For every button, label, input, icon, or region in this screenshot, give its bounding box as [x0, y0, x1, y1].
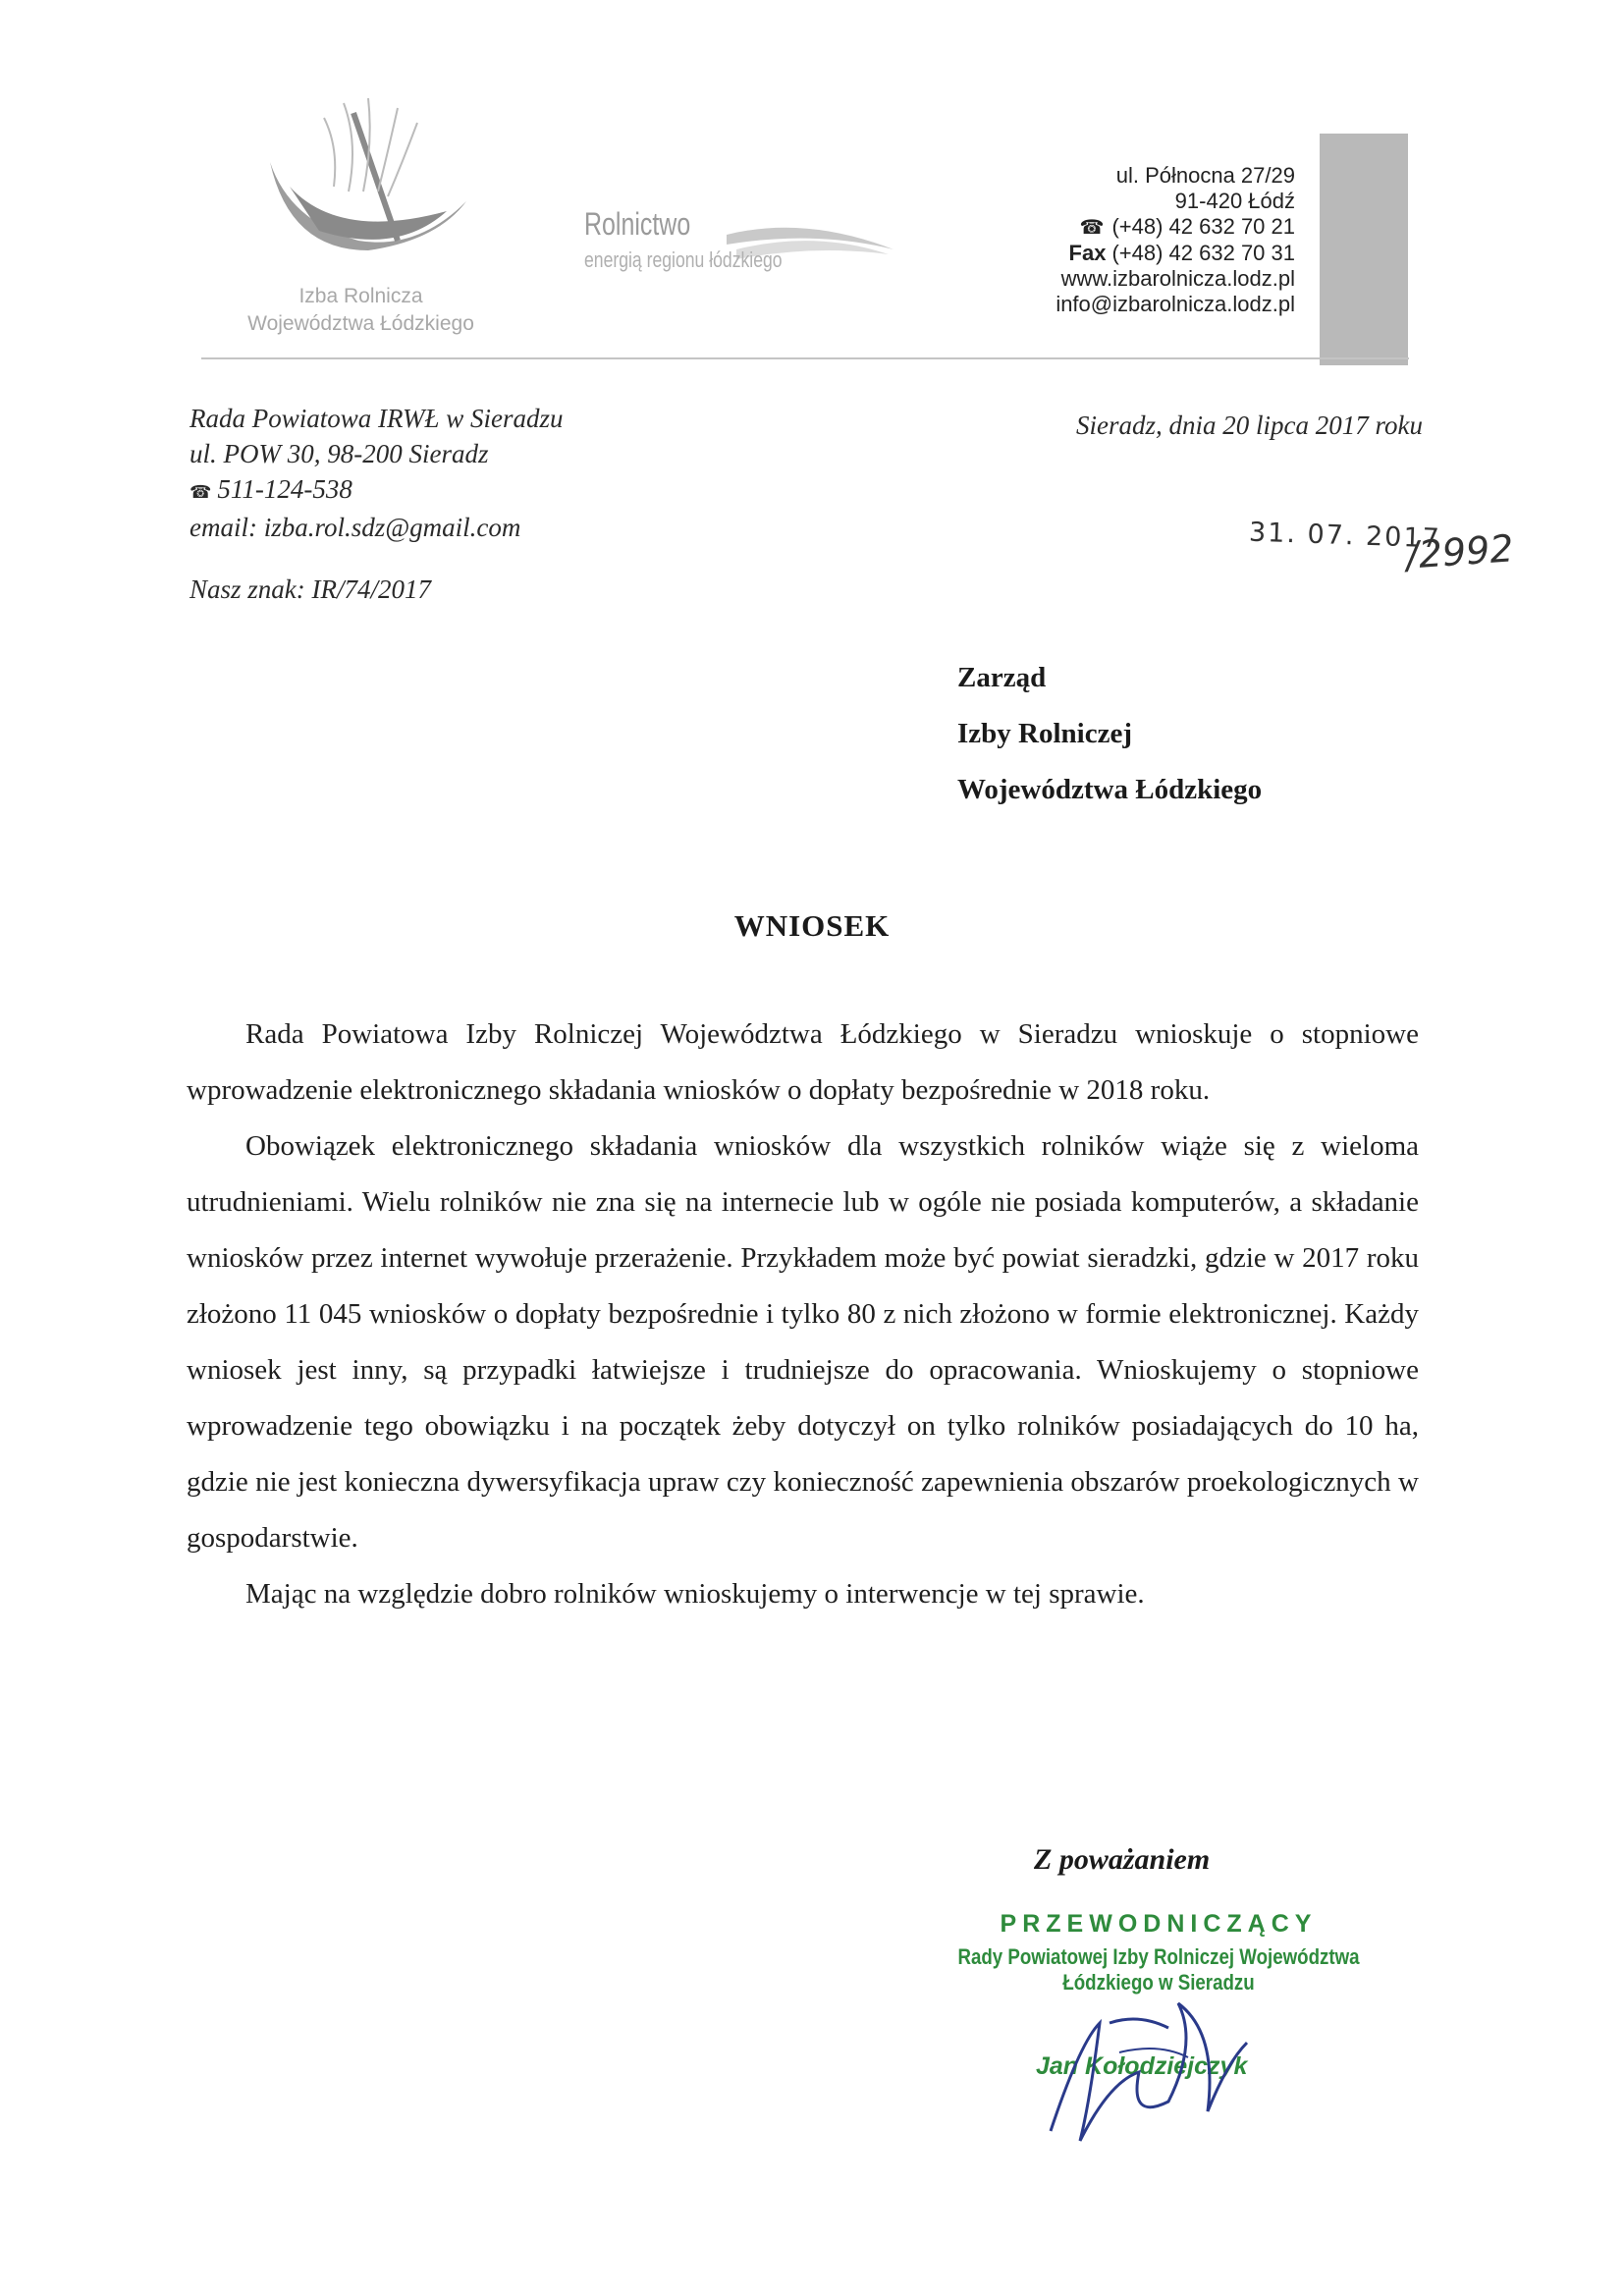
address-fax-row — [1056, 241, 1295, 266]
stamp-title: PRZEWODNICZĄCY — [1000, 1910, 1318, 1938]
org-name-line1: Izba Rolnicza — [298, 285, 423, 307]
letterhead-grey-bar — [1320, 134, 1408, 365]
address-phone: (+48) 42 632 70 21 — [1111, 214, 1295, 239]
address-city: 91-420 Łódź — [1174, 189, 1295, 213]
header-divider — [201, 357, 1409, 359]
sender-line1: Rada Powiatowa IRWŁ w Sieradzu — [189, 404, 564, 433]
recipient-line1: Zarząd — [957, 662, 1047, 693]
slogan-subtitle: energią regionu łódzkiego — [584, 247, 783, 272]
letterhead-address — [1056, 163, 1295, 317]
telephone-icon: ☎ — [189, 482, 212, 502]
stamp-line2: Rady Powiatowej Izby Rolniczej Województwa — [957, 1944, 1360, 1969]
address-phone-row — [1056, 214, 1295, 241]
recipient-block — [957, 650, 1262, 818]
letter-date: Sieradz, dnia 20 lipca 2017 roku — [1076, 410, 1423, 440]
sender-block — [189, 401, 564, 545]
received-stamp-number: /2992 — [1404, 526, 1515, 577]
sender-phone: 511-124-538 — [217, 474, 352, 504]
sender-line2: ul. POW 30, 98-200 Sieradz — [189, 439, 489, 468]
izba-rolnicza-logo — [211, 93, 511, 354]
body-paragraph: Mając na względzie dobro rolników wnioskujemy o interwencje w tej sprawie. — [245, 1578, 1145, 1610]
slogan-title: Rolnictwo — [584, 206, 691, 242]
address-fax: (+48) 42 632 70 31 — [1111, 241, 1295, 265]
telephone-icon: ☎ — [1079, 217, 1105, 239]
received-stamp-date: 31. 07. 2017 — [1248, 517, 1442, 555]
chairman-stamp — [903, 1910, 1414, 1995]
recipient-line2: Izby Rolniczej — [957, 718, 1132, 749]
address-email: info@izbarolnicza.lodz.pl — [1056, 292, 1295, 316]
signatory-name: Jan Kołodziejczyk — [1036, 2052, 1248, 2080]
stamp-line3: Łódzkiego w Sieradzu — [1062, 1970, 1255, 1995]
body-paragraph: Rada Powiatowa Izby Rolniczej Województwa Łódzkiego w Sieradzu wnioskuje o stopniowe wprowadzenie elektronicznego składania wniosków o dopłaty bezpośrednie w 2018 roku. — [187, 1018, 1419, 1106]
org-name-line2: Województwa Łódzkiego — [247, 312, 474, 335]
slogan-logo — [579, 206, 903, 285]
body-paragraph: Obowiązek elektronicznego składania wniosków dla wszystkich rolników wiąże się z wieloma utrudnieniami. Wielu rolników nie zna się na internecie lub w ogóle nie posiada komputerów, a składanie wniosków przez internet wywołuje przerażenie. Przykładem może być powiat sieradzki, gdzie w 2017 roku złożono 11 045 wniosków o dopłaty bezpośrednie i tylko 80 z nich złożono w formie elektronicznej. Każdy wniosek jest inny, są przypadki łatwiejsze i trudniejsze do opracowania. Wnioskujemy o stopniowe wprowadzenie tego obowiązku i na początek żeby dotyczył on tylko rolników posiadających do 10 ha, gdzie nie jest konieczna dywersyfikacja upraw czy konieczność zapewnienia obszarów proekologicznych w gospodarstwie. — [187, 1130, 1419, 1554]
sender-phone-row — [189, 471, 564, 510]
fax-label: Fax — [1068, 241, 1107, 265]
handwritten-signature — [1021, 1984, 1276, 2151]
address-street: ul. Północna 27/29 — [1115, 163, 1295, 188]
sender-email: email: izba.rol.sdz@gmail.com — [189, 513, 521, 542]
address-website: www.izbarolnicza.lodz.pl — [1060, 266, 1295, 291]
recipient-line3: Województwa Łódzkiego — [957, 774, 1263, 805]
reference-number: Nasz znak: IR/74/2017 — [189, 574, 431, 604]
letter-body — [187, 1007, 1419, 1622]
closing-regards: Z poważaniem — [1034, 1843, 1211, 1876]
scythe-flame-logo-icon — [250, 93, 476, 270]
document-title: WNIOSEK — [733, 908, 891, 943]
